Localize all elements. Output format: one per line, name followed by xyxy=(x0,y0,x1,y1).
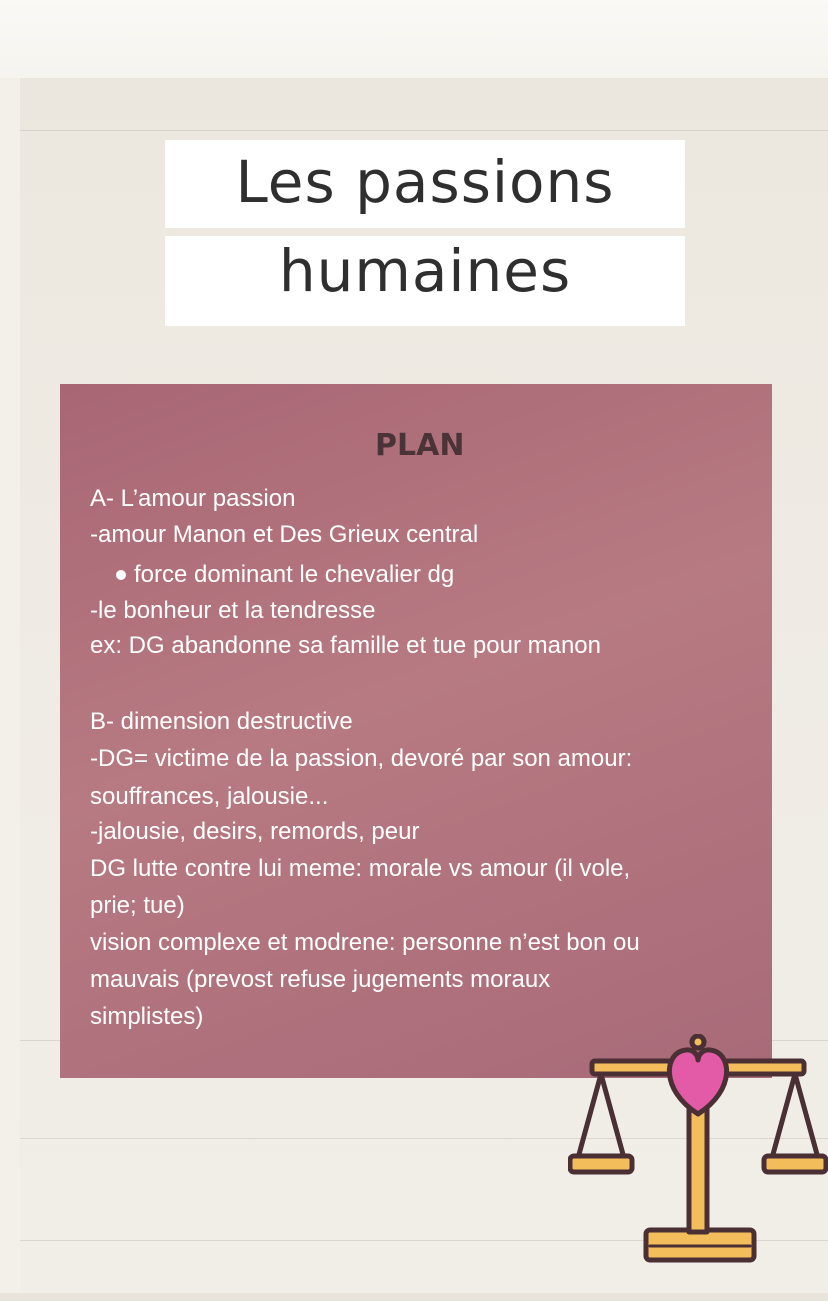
section-b-line: vision complexe et modrene: personne n’est bon ou xyxy=(90,929,640,956)
section-b-heading: B- dimension destructive xyxy=(90,708,353,735)
section-b-line: prie; tue) xyxy=(90,892,185,919)
section-a-bullet: force dominant le chevalier dg xyxy=(134,561,455,588)
section-a-line: -le bonheur et la tendresse xyxy=(90,597,376,624)
section-b-line: -jalousie, desirs, remords, peur xyxy=(90,818,420,845)
section-a-line: ex: DG abandonne sa famille et tue pour manon xyxy=(90,632,601,659)
plan-heading: PLAN xyxy=(375,428,465,463)
title-text-1: Les passions xyxy=(235,148,615,216)
section-a-line: -amour Manon et Des Grieux central xyxy=(90,521,479,548)
page-rule xyxy=(20,130,828,131)
title-text-2: humaines xyxy=(278,237,572,305)
section-b-line: -DG= victime de la passion, devoré par son amour: xyxy=(90,745,633,772)
section-b-line: mauvais (prevost refuse jugements moraux xyxy=(90,966,551,993)
section-b-line: simplistes) xyxy=(90,1003,204,1030)
bottom-edge xyxy=(0,1293,828,1301)
title-line-1 xyxy=(165,140,685,228)
bullet-icon xyxy=(116,570,126,580)
balance-scale-heart-icon xyxy=(568,1034,828,1268)
top-margin xyxy=(0,0,828,78)
section-a-heading: A- L’amour passion xyxy=(90,485,296,512)
section-b-line: souffrances, jalousie... xyxy=(90,783,329,810)
title-line-2 xyxy=(165,236,685,326)
section-b-line: DG lutte contre lui meme: morale vs amour (il vole, xyxy=(90,855,631,882)
